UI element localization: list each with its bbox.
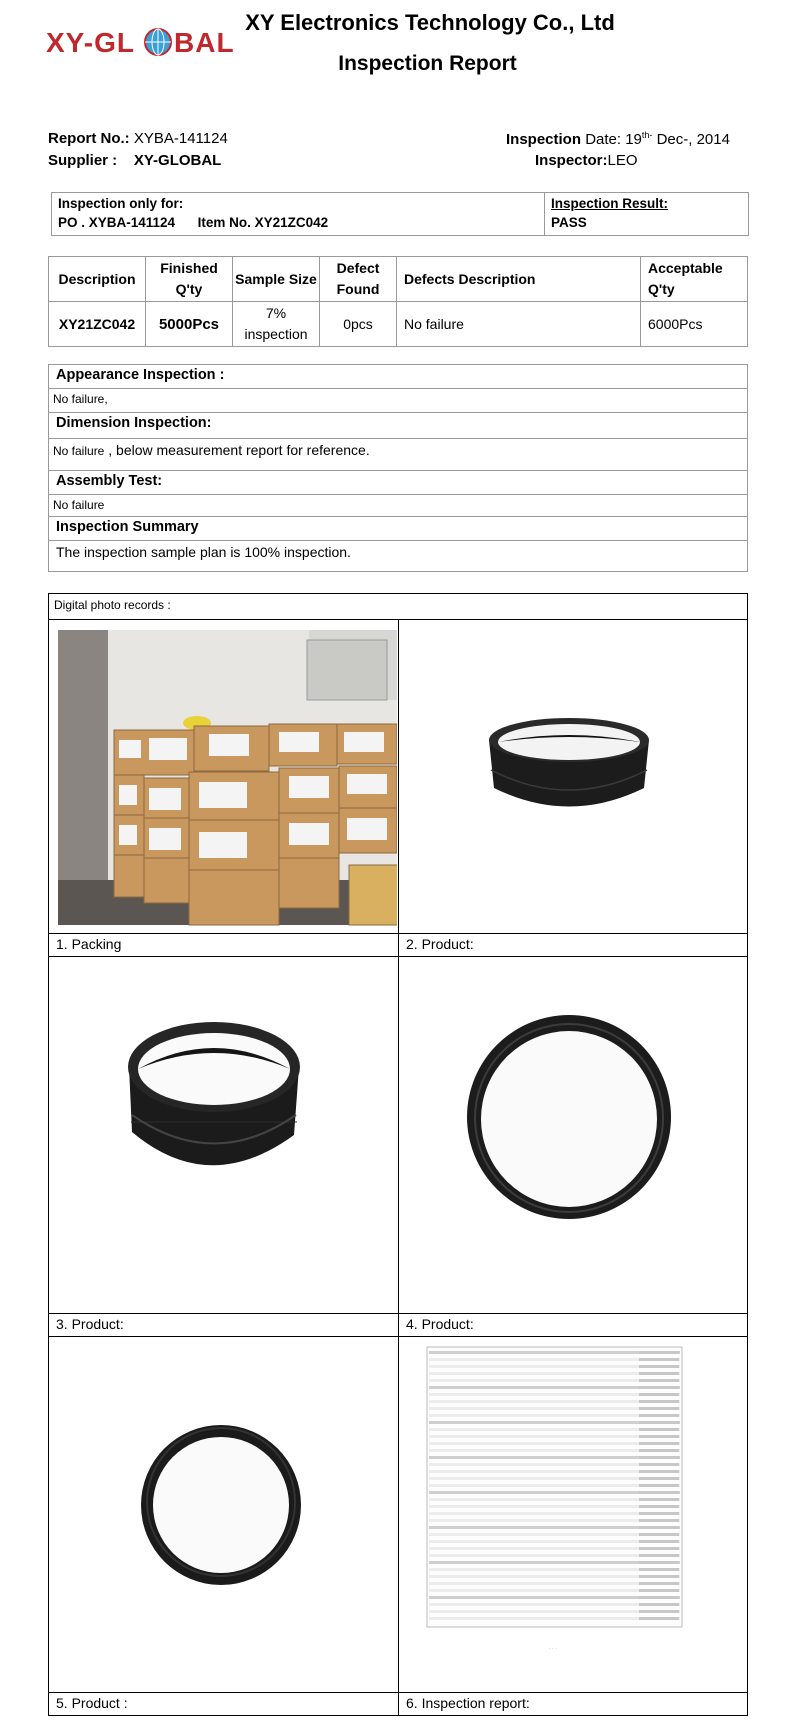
col-header: Finished Q'ty	[146, 257, 233, 302]
report-row-shade	[639, 1463, 679, 1466]
report-row-shade	[639, 1491, 679, 1494]
report-row-shade	[639, 1582, 679, 1585]
report-row-shade	[639, 1421, 679, 1424]
table-cell: 5000Pcs	[146, 302, 233, 347]
svg-text:XY-GL: XY-GL	[46, 27, 136, 58]
report-row-shade	[639, 1372, 679, 1375]
report-row-shade	[639, 1610, 679, 1613]
photo-row	[49, 620, 747, 934]
photo-records	[48, 593, 748, 1716]
table-cell: No failure	[397, 302, 641, 347]
assembly-value: No failure	[49, 495, 747, 517]
inspection-result-cell: Inspection Result: PASS	[545, 193, 749, 236]
report-row-shade	[639, 1617, 679, 1620]
packing-photo	[49, 620, 398, 933]
col-header: Defects Description	[397, 257, 641, 302]
table-cell: 7% inspection	[233, 302, 320, 347]
product-photo-1	[398, 620, 747, 933]
report-row-shade	[639, 1358, 679, 1361]
report-row-shade	[639, 1414, 679, 1417]
report-row-shade	[639, 1568, 679, 1571]
summary-value: The inspection sample plan is 100% inspection.	[56, 544, 351, 560]
photo-caption: 4. Product:	[398, 1314, 747, 1336]
report-row-shade	[639, 1596, 679, 1599]
svg-text:· · ·: · · ·	[549, 1646, 557, 1652]
photo-caption: 6. Inspection report:	[398, 1693, 747, 1715]
dimension-heading: Dimension Inspection:	[49, 413, 747, 439]
order-info-cell: Inspection only for: PO . XYBA-141124 Item No. XY21ZC042	[52, 193, 545, 236]
company-name: XY Electronics Technology Co., Ltd	[245, 10, 615, 35]
report-row-shade	[639, 1540, 679, 1543]
order-table	[51, 192, 749, 236]
report-row-shade	[639, 1435, 679, 1438]
appearance-value: No failure,	[49, 389, 747, 413]
report-row-shade	[639, 1449, 679, 1452]
assembly-heading: Assembly Test:	[49, 471, 747, 495]
report-row-shade	[639, 1365, 679, 1368]
col-header: Sample Size	[233, 257, 320, 302]
report-row-shade	[639, 1547, 679, 1550]
report-title: Inspection Report	[338, 52, 517, 75]
report-row-shade	[639, 1393, 679, 1396]
report-row-shade	[639, 1470, 679, 1473]
report-row-shade	[639, 1519, 679, 1522]
photo-caption: 1. Packing	[56, 936, 122, 952]
report-row-shade	[639, 1554, 679, 1557]
report-row-shade	[639, 1533, 679, 1536]
report-row-shade	[639, 1505, 679, 1508]
photo-row	[49, 957, 747, 1314]
col-header: Acceptable Q'ty	[641, 257, 748, 302]
col-header: Defect Found	[320, 257, 397, 302]
inspection-result: PASS	[551, 215, 587, 230]
report-row-shade	[639, 1498, 679, 1501]
report-row-shade	[639, 1442, 679, 1445]
report-row-shade	[639, 1428, 679, 1431]
report-row-shade	[639, 1477, 679, 1480]
inspection-date: Inspection Date: $19^{th-}$ Dec-, 2014	[506, 130, 730, 148]
report-number: Report No.: XYBA-141124	[48, 130, 228, 147]
report-row-shade	[639, 1400, 679, 1403]
table-cell: XY21ZC042	[49, 302, 146, 347]
report-row-shade	[639, 1456, 679, 1459]
photo-caption: 5. Product :	[56, 1695, 128, 1711]
product-photo-3	[398, 957, 747, 1313]
photo-caption: 3. Product:	[56, 1316, 124, 1332]
col-header: Description	[49, 257, 146, 302]
inspection-details	[48, 364, 748, 572]
appearance-heading: Appearance Inspection :	[49, 365, 747, 389]
report-row-shade	[639, 1379, 679, 1382]
summary-table	[48, 256, 748, 347]
report-row-shade	[639, 1484, 679, 1487]
report-row-shade	[639, 1512, 679, 1515]
report-row-shade	[639, 1561, 679, 1564]
report-row-shade	[639, 1589, 679, 1592]
photo-caption: 2. Product:	[398, 934, 747, 956]
table-cell: 0pcs	[320, 302, 397, 347]
photo-records-heading: Digital photo records :	[49, 594, 747, 620]
caption-row	[49, 1314, 747, 1337]
product-photo-2	[49, 957, 398, 1313]
report-row-shade	[639, 1526, 679, 1529]
report-row-shade	[639, 1407, 679, 1410]
inspector: Inspector:LEO	[535, 152, 638, 169]
caption-row	[49, 934, 747, 957]
product-photo-4	[49, 1337, 398, 1692]
photo-row	[49, 1337, 747, 1693]
dimension-value: No failure , below measurement report for reference.	[49, 439, 747, 471]
inspection-report-photo	[398, 1337, 747, 1692]
svg-text:BAL: BAL	[174, 27, 235, 58]
report-row-shade	[639, 1603, 679, 1606]
report-row-shade	[639, 1351, 679, 1354]
summary-heading: Inspection Summary	[49, 517, 747, 541]
caption-row	[49, 1693, 747, 1715]
supplier: Supplier : XY-GLOBAL	[48, 152, 222, 169]
report-row-shade	[639, 1575, 679, 1578]
table-cell: 6000Pcs	[641, 302, 748, 347]
report-row-shade	[639, 1386, 679, 1389]
